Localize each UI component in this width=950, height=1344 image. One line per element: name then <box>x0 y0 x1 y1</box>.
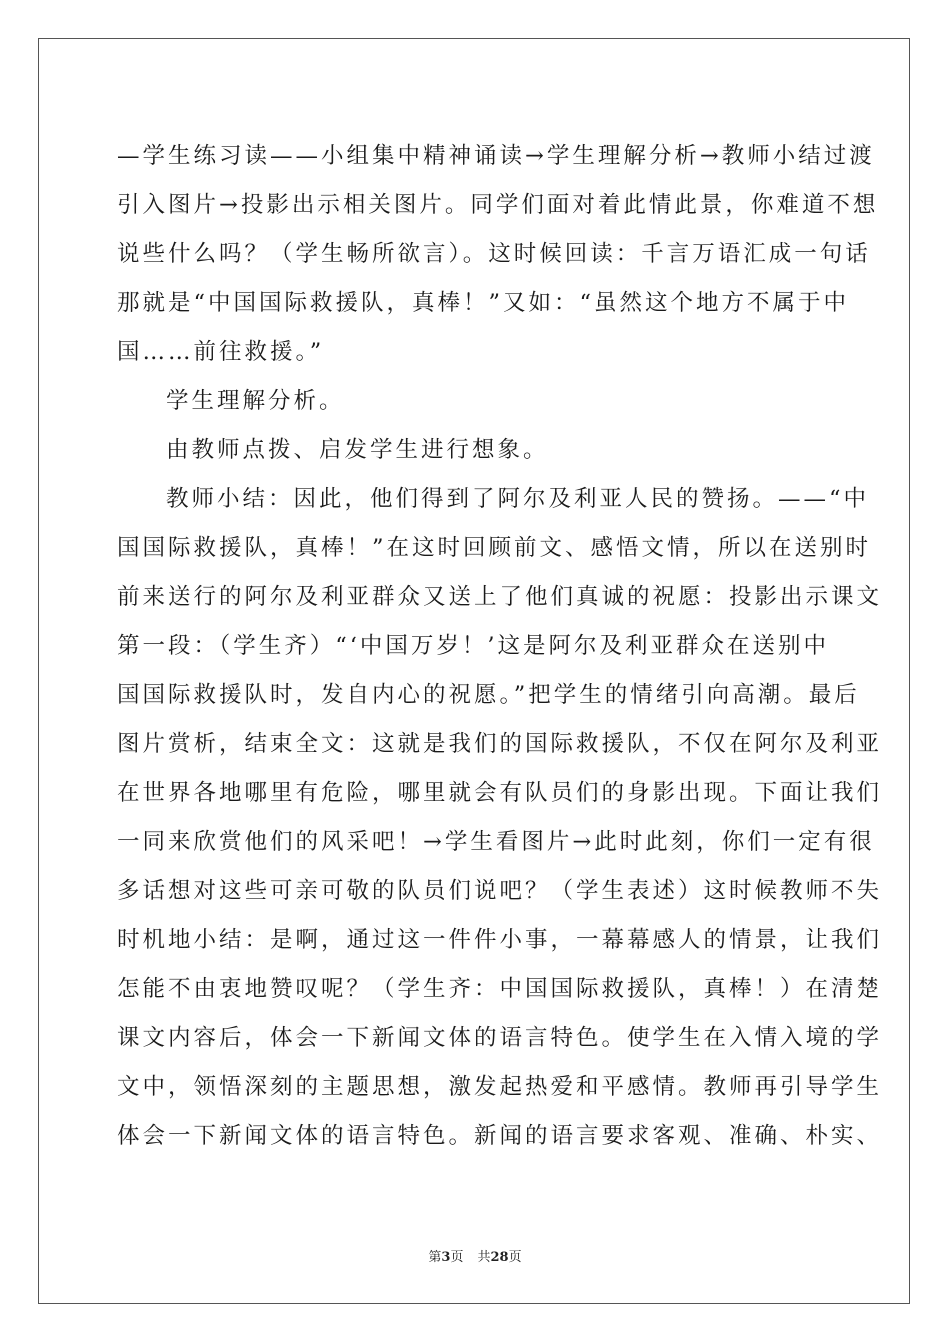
text-line: 说些什么吗？（学生畅所欲言）。这时候回读：千言万语汇成一句话 <box>117 241 871 267</box>
text-line: 国国际救援队，真棒！”在这时回顾前文、感悟文情，所以在送别时 <box>117 535 872 561</box>
text-line: 课文内容后，体会一下新闻文体的语言特色。使学生在入情入境的学 <box>117 1025 883 1051</box>
text-line: —学生练习读——小组集中精神诵读→学生理解分析→教师小结过渡 <box>117 143 875 169</box>
page-footer <box>0 1246 950 1265</box>
text-line: 那就是“中国国际救援队，真棒！”又如：“虽然这个地方不属于中 <box>117 290 850 316</box>
text-line: 第一段：（学生齐）“‘中国万岁！’这是阿尔及利亚群众在送别中 <box>117 633 830 659</box>
total-suffix: 页 <box>508 1250 522 1265</box>
text-line: 文中，领悟深刻的主题思想，激发起热爱和平感情。教师再引导学生 <box>117 1074 883 1100</box>
text-line: 多话想对这些可亲可敬的队员们说吧？（学生表述）这时候教师不失 <box>117 878 883 904</box>
page-number: 3 <box>441 1250 451 1265</box>
text-line: 图片赏析，结束全文：这就是我们的国际救援队，不仅在阿尔及利亚 <box>117 731 883 757</box>
text-line: 时机地小结：是啊，通过这一件件小事，一幕幕感人的情景，让我们 <box>117 927 883 953</box>
total-pages: 28 <box>490 1250 509 1265</box>
total-prefix: 共 <box>477 1250 491 1265</box>
text-line: 前来送行的阿尔及利亚群众又送上了他们真诚的祝愿：投影出示课文 <box>117 584 883 610</box>
paragraph-line: 教师小结：因此，他们得到了阿尔及利亚人民的赞扬。——“中 <box>166 486 870 512</box>
text-line: 怎能不由衷地赞叹呢？（学生齐：中国国际救援队，真棒！）在清楚 <box>117 976 883 1002</box>
text-line: 国国际救援队时，发自内心的祝愿。”把学生的情绪引向高潮。最后 <box>117 682 860 708</box>
text-line: 一同来欣赏他们的风采吧！→学生看图片→此时此刻，你们一定有很 <box>117 829 875 855</box>
page-suffix: 页 <box>450 1250 464 1265</box>
text-line: 引入图片→投影出示相关图片。同学们面对着此情此景，你难道不想 <box>117 192 879 218</box>
text-line: 体会一下新闻文体的语言特色。新闻的语言要求客观、准确、朴实、 <box>117 1123 883 1149</box>
text-line: 在世界各地哪里有危险，哪里就会有队员们的身影出现。下面让我们 <box>117 780 883 806</box>
document-body <box>117 132 883 1161</box>
page-prefix: 第 <box>428 1250 442 1265</box>
paragraph-line: 学生理解分析。 <box>166 388 345 414</box>
paragraph-line: 由教师点拨、启发学生进行想象。 <box>166 437 549 463</box>
text-line: 国……前往救援。” <box>117 339 325 365</box>
